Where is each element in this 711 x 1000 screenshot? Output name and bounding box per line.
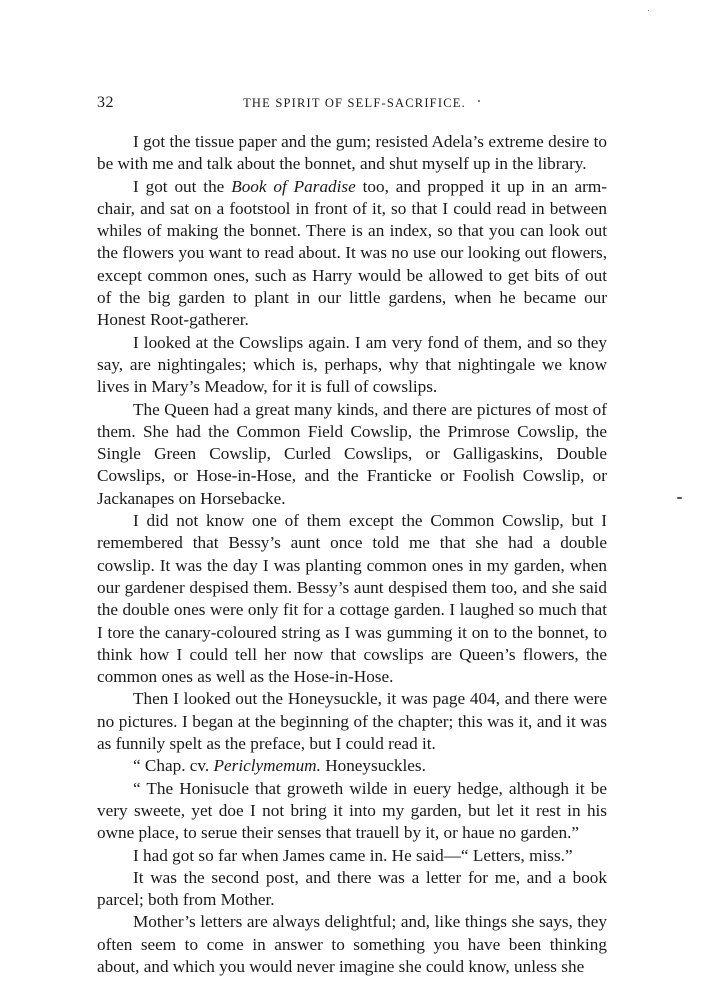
- italic-text: Periclymemum.: [213, 756, 321, 776]
- text-run: It was the second post, and there was a letter for me, and a book parcel; both from Mother.: [97, 867, 607, 910]
- text-run: Then I looked out the Honeysuckle, it was page 404, and there were no pictures. I began at the beginning of the chapter; this was it, and it was as funnily spelt as the preface, but I could read it.: [97, 689, 607, 754]
- text-run: Mother’s letters are always delightful; and, like things she says, they often seem to come in answer to something you have been thinking about, and which you would never imagine she could know, unless she: [97, 912, 607, 976]
- scan-speck: [648, 10, 649, 11]
- scan-speck: [478, 100, 480, 102]
- paragraph: [97, 911, 607, 978]
- paragraph: [97, 755, 607, 777]
- text-run: I got the tissue paper and the gum; resisted Adela’s extreme desire to be with me and talk about the bonnet, and shut myself up in the library.: [97, 132, 607, 174]
- paragraph: [97, 867, 607, 912]
- paragraph: [97, 510, 607, 688]
- text-run: Honeysuckles.: [320, 756, 426, 776]
- body-text: [97, 131, 607, 978]
- text-run: too, and propped it up in an arm-chair, and sat on a footstool in front of it, so that I could read in between whiles of making the bonnet. There is an index, so that you can look out the flowers you want to read about. It was no use our looking out flowers, except common ones, such as Harry would be allowed to get bits of out of the big garden to plant in our little gardens, when he became our Honest Root-gatherer.: [97, 176, 608, 330]
- running-head: THE SPIRIT OF SELF-SACRIFICE.: [243, 96, 466, 110]
- paragraph: [97, 176, 607, 332]
- paragraph: [97, 688, 607, 755]
- paragraph: [97, 845, 607, 867]
- text-run: I looked at the Cowslips again. I am very fond of them, and so they say, are nightingales; which is, perhaps, why that nightingale we know lives in Mary’s Meadow, for it is full of cowslips.: [97, 332, 607, 397]
- text-run: “ Chap. cv.: [133, 756, 214, 776]
- text-run: I did not know one of them except the Common Cowslip, but I remembered that Bessy’s aunt once told me that she had a double cowslip. It was the day I was planting common ones in my garden, when our gardener despised them. Bessy’s aunt despised them too, and she said the double ones were only fit for a cottage garden. I laughed so much that I tore the canary-coloured string as I was gumming it on to the bonnet, to think how I could tell her now that cowslips are Queen’s flowers, the common ones as well as the Hose-in-Hose.: [97, 511, 607, 687]
- text-run: I got out the: [133, 176, 232, 196]
- paragraph: [97, 778, 607, 845]
- text-run: “ The Honisucle that groweth wilde in euery hedge, although it be very sweete, yet doe I not bring it into my garden, but let it rest in his owne place, to serue their senses that trauell by it, or haue no garden.”: [97, 778, 607, 843]
- page-header: [97, 94, 612, 114]
- text-run: The Queen had a great many kinds, and there are pictures of most of them. She had the Common Field Cowslip, the Primrose Cowslip, the Single Green Cowslip, Curled Cowslips, or Galligaskins, Double Cowslips, or Hose-in-Hose, and the Franticke or Foolish Cowslip, or Jackanapes on Horsebacke.: [97, 399, 607, 508]
- scan-speck: [677, 497, 682, 499]
- text-run: I had got so far when James came in. He said—“ Letters, miss.”: [133, 845, 573, 865]
- paragraph: [97, 399, 607, 510]
- italic-text: Book of Paradise: [231, 176, 356, 196]
- paragraph: [97, 131, 607, 176]
- page-number: 32: [97, 94, 114, 111]
- paragraph: [97, 332, 607, 399]
